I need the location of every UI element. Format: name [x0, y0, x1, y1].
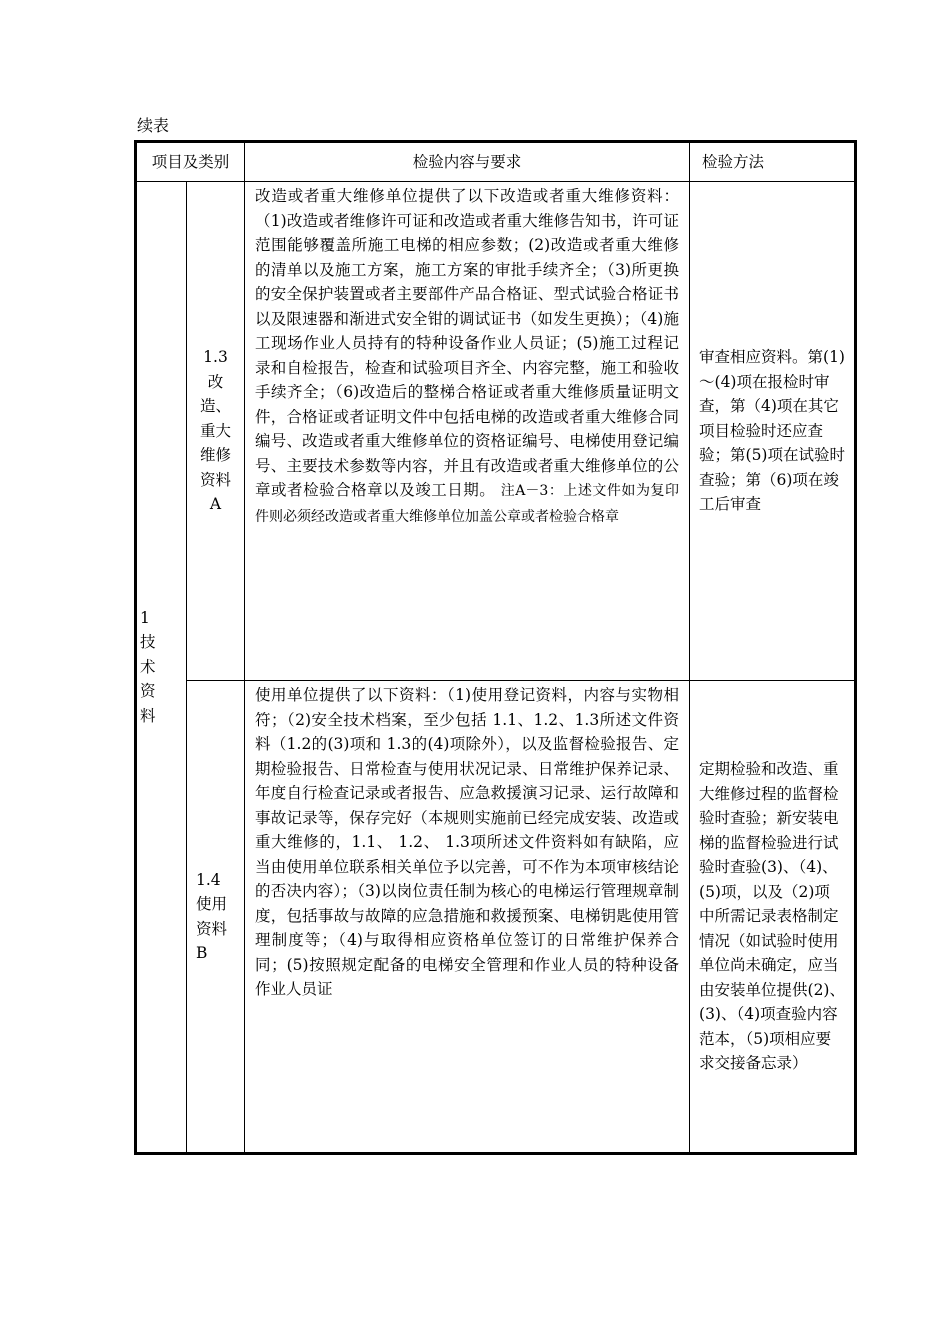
item-label-line: 资料	[196, 919, 228, 938]
section-label-char: 1	[140, 608, 150, 627]
item-label-line: 维修	[200, 446, 232, 465]
item-label-line: 造、	[200, 397, 232, 416]
content-text: 改造或者重大维修单位提供了以下改造或者重大维修资料：（1)改造或者维修许可证和改造或者重大维修告知书，许可证范围能够覆盖所施工电梯的相应参数；(2)改造或者重大维修的清单以及施工方案，施工方案的审批手续齐全；（3)所更换的安全保护装置或者主要部件产品合格证、型式试验合格证书以及限速器和渐进式安全钳的调试证书（如发生更换）；（4)施工现场作业人员持有的特种设备作业人员证；(5)施工过程记录和自检报告，检查和试验项目齐全、内容完整，施工和验收手续齐全；（6)改造后的整梯合格证或者重大维修质量证明文件，合格证或者证明文件中包括电梯的改造或者重大维修合同编号、改造或者重大维修单位的资格证编号、电梯使用登记编号、主要技术参数等内容，并且有改造或者重大维修单位的公章或者检验合格章以及竣工日期。	[255, 187, 680, 499]
continued-table-label: 续表	[137, 116, 170, 135]
item-label-1-4	[187, 681, 245, 1154]
method-cell-1-4: 定期检验和改造、重大维修过程的监督检验时查验；新安装电梯的监督检验进行试验时查验(3)、（4)、(5)项，以及（2)项中所需记录表格制定情况（如试验时使用单位尚未确定，应当由安装单位提供(2)、(3)、（4)项查验内容范本，（5)项相应要求交接备忘录）	[690, 681, 856, 1154]
item-label-line: 1.3	[203, 348, 228, 367]
method-cell-1-3: 审查相应资料。第(1)～(4)项在报检时审查，第（4)项在其它项目检验时还应查验；第(5)项在试验时查验；第（6)项在竣工后审查	[690, 182, 856, 681]
section-label-char: 技	[140, 633, 156, 652]
table-row	[136, 681, 856, 1154]
section-label-char: 术	[140, 657, 156, 676]
item-label-line: A	[209, 495, 222, 514]
content-cell-1-4: 使用单位提供了以下资料：（1)使用登记资料，内容与实物相符；（2)安全技术档案，至少包括 1.1、1.2、1.3所述文件资料（1.2的(3)项和 1.3的(4)项除外），以及监督检验报告、定期检验报告、日常检查与使用状况记录、日常维护保养记录、年度自行检查记录或者报告、应急救援演习记录、运行故障和事故记录等，保存完好（本规则实施前已经完成安装、改造或重大维修的，1.1、 1.2、 1.3项所述文件资料如有缺陷，应当由使用单位联系相关单位予以完善，可不作为本项审核结论的否决内容）；（3)以岗位责任制为核心的电梯运行管理规章制度，包括事故与故障的应急措施和救援预案、电梯钥匙使用管理制度等；（4)与取得相应资格单位签订的日常维护保养合同；(5)按照规定配备的电梯安全管理和作业人员的特种设备作业人员证	[245, 681, 690, 1154]
header-content: 检验内容与要求	[245, 142, 690, 182]
header-category: 项目及类别	[136, 142, 245, 182]
item-label-line: 重大	[200, 421, 232, 440]
header-method: 检验方法	[690, 142, 856, 182]
content-cell-1-3	[245, 182, 690, 681]
item-label-line: 1.4	[196, 870, 221, 889]
section-label-char: 料	[140, 706, 156, 725]
item-label-line: 使用	[196, 895, 228, 913]
item-label-line: 改	[207, 372, 224, 391]
inspection-table	[134, 140, 857, 1155]
table-row	[136, 182, 856, 681]
header-row	[136, 142, 856, 182]
content-note: 注A－3：上述文件如为复印件则必须经改造或者重大维修单位加盖公章或者检验合格章	[255, 483, 679, 525]
item-label-line: 资料	[200, 470, 232, 489]
section-label	[136, 182, 187, 1154]
item-label-line: B	[196, 944, 208, 962]
item-label-1-3	[187, 182, 245, 681]
section-label-char: 资	[140, 682, 156, 701]
